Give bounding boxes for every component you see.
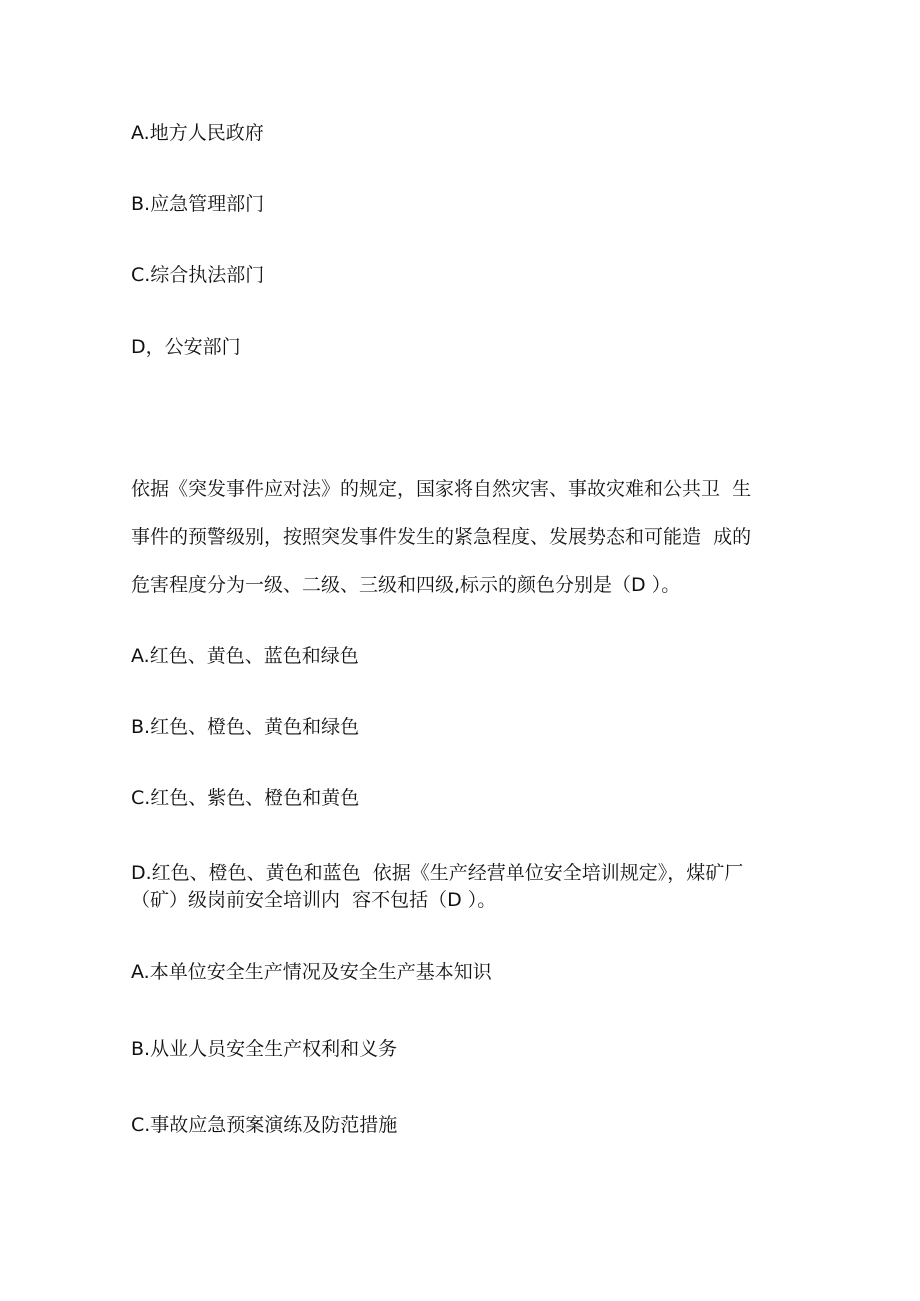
q3-option-a: A.本单位安全生产情况及安全生产基本知识	[131, 961, 492, 983]
q1-option-b: B.应急管理部门	[131, 193, 265, 215]
q3-option-b: B.从业人员安全生产权利和义务	[131, 1038, 398, 1060]
q1-option-a: A.地方人民政府	[131, 122, 264, 144]
q2-option-b: B.红色、橙色、黄色和绿色	[131, 716, 360, 738]
q2-stem	[131, 477, 801, 596]
q2-option-a: A.红色、黄色、蓝色和绿色	[131, 645, 359, 667]
q3-stem-line-1: D.红色、橙色、黄色和蓝色 依据《生产经营单位安全培训规定》，煤矿厂	[131, 862, 744, 884]
q2-stem-line-1: 依据《突发事件应对法》的规定，国家将自然灾害、事故灾难和公共卫 生	[131, 478, 752, 500]
q3-stem-line-2: （矿）级岗前安全培训内 容不包括（D ）。	[131, 889, 497, 911]
q1-option-c: C.综合执法部门	[131, 264, 265, 286]
q2-stem-line-3: 危害程度分为一级、二级、三级和四级,标示的颜色分别是（D ）。	[131, 574, 681, 596]
q2-stem-line-2: 事件的预警级别，按照突发事件发生的紧急程度、发展势态和可能造 成的	[131, 526, 752, 548]
q2-option-c: C.红色、紫色、橙色和黄色	[131, 787, 360, 809]
q3-stem	[131, 861, 801, 927]
q1-option-d: D，公安部门	[131, 336, 241, 358]
q3-option-c: C.事故应急预案演练及防范措施	[131, 1114, 398, 1136]
